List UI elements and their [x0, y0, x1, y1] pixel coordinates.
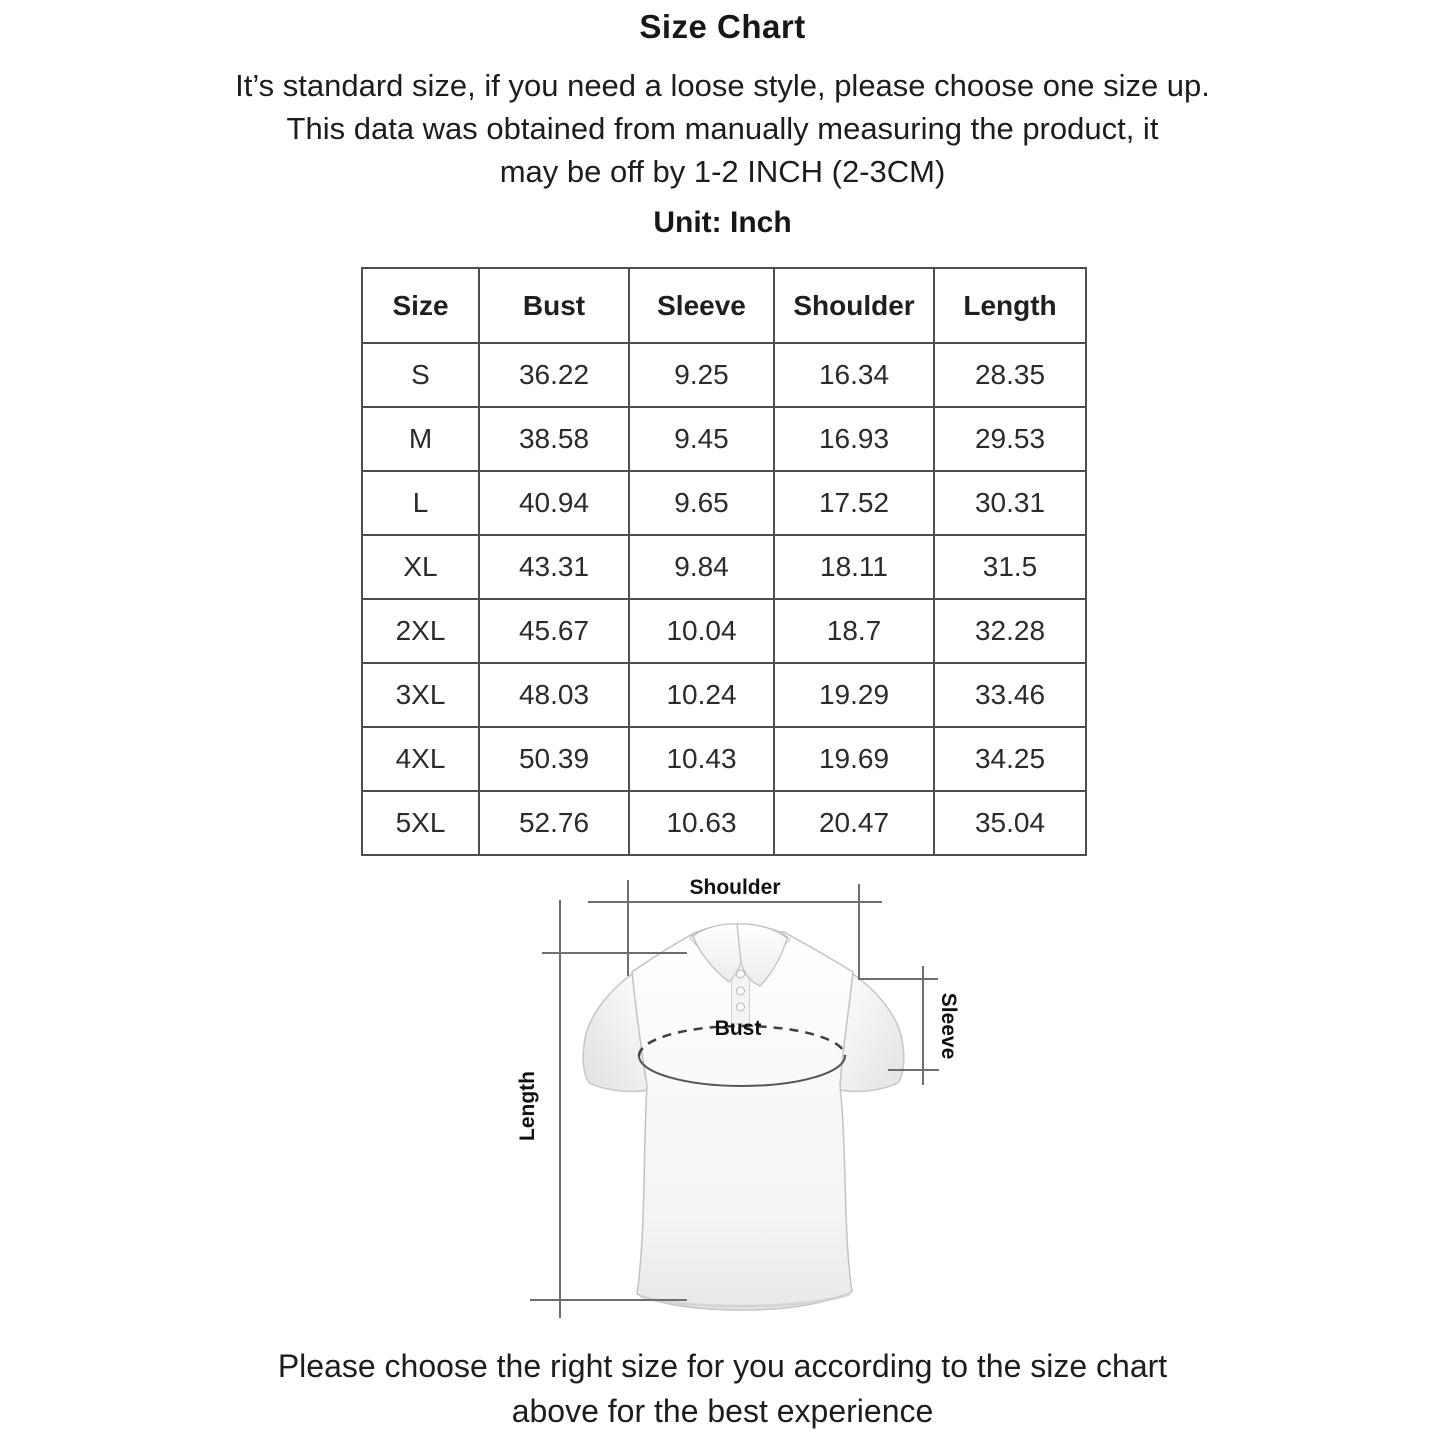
value-cell: 9.25 — [629, 343, 774, 407]
intro-line-2: This data was obtained from manually measuring the product, it — [286, 111, 1159, 146]
value-cell: 52.76 — [479, 791, 629, 855]
header-length: Length — [934, 268, 1086, 343]
value-cell: 16.34 — [774, 343, 934, 407]
size-cell: 2XL — [362, 599, 479, 663]
intro-line-3: may be off by 1-2 INCH (2-3CM) — [499, 154, 946, 189]
shoulder-label: Shoulder — [689, 876, 781, 899]
value-cell: 10.43 — [629, 727, 774, 791]
size-cell: M — [362, 407, 479, 471]
value-cell: 28.35 — [934, 343, 1086, 407]
value-cell: 18.11 — [774, 535, 934, 599]
intro-note — [0, 64, 1445, 193]
footer-note — [0, 1344, 1445, 1434]
size-cell: 3XL — [362, 663, 479, 727]
header-row — [362, 268, 1086, 343]
size-table-header — [362, 268, 1086, 343]
value-cell: 38.58 — [479, 407, 629, 471]
value-cell: 48.03 — [479, 663, 629, 727]
table-row — [362, 343, 1086, 407]
value-cell: 17.52 — [774, 471, 934, 535]
table-row — [362, 599, 1086, 663]
header-size: Size — [362, 268, 479, 343]
value-cell: 35.04 — [934, 791, 1086, 855]
value-cell: 31.5 — [934, 535, 1086, 599]
size-cell: XL — [362, 535, 479, 599]
shirt-shape — [583, 924, 904, 1310]
header-sleeve: Sleeve — [629, 268, 774, 343]
value-cell: 32.28 — [934, 599, 1086, 663]
footer-line-2: above for the best experience — [511, 1393, 934, 1429]
value-cell: 10.63 — [629, 791, 774, 855]
header-bust: Bust — [479, 268, 629, 343]
button-3 — [737, 1003, 745, 1011]
value-cell: 19.69 — [774, 727, 934, 791]
value-cell: 30.31 — [934, 471, 1086, 535]
value-cell: 34.25 — [934, 727, 1086, 791]
value-cell: 9.84 — [629, 535, 774, 599]
intro-line-1: It’s standard size, if you need a loose style, please choose one size up. — [235, 68, 1210, 103]
sleeve-label: Sleeve — [937, 992, 960, 1060]
table-row — [362, 791, 1086, 855]
length-label: Length — [516, 1071, 539, 1141]
value-cell: 33.46 — [934, 663, 1086, 727]
value-cell: 9.65 — [629, 471, 774, 535]
size-cell: 4XL — [362, 727, 479, 791]
table-row — [362, 727, 1086, 791]
unit-label: Unit: Inch — [653, 206, 792, 239]
size-cell: L — [362, 471, 479, 535]
footer-line-1: Please choose the right size for you according to the size chart — [277, 1348, 1168, 1384]
size-table-body — [362, 343, 1086, 855]
value-cell: 10.24 — [629, 663, 774, 727]
value-cell: 18.7 — [774, 599, 934, 663]
value-cell: 29.53 — [934, 407, 1086, 471]
table-row — [362, 663, 1086, 727]
value-cell: 9.45 — [629, 407, 774, 471]
value-cell: 36.22 — [479, 343, 629, 407]
page-title: Size Chart — [639, 8, 806, 45]
value-cell: 43.31 — [479, 535, 629, 599]
measurement-diagram — [490, 858, 1010, 1328]
header-shoulder: Shoulder — [774, 268, 934, 343]
table-row — [362, 407, 1086, 471]
table-row — [362, 471, 1086, 535]
value-cell: 45.67 — [479, 599, 629, 663]
button-2 — [737, 987, 745, 995]
bust-label: Bust — [714, 1017, 762, 1040]
value-cell: 40.94 — [479, 471, 629, 535]
value-cell: 19.29 — [774, 663, 934, 727]
size-cell: S — [362, 343, 479, 407]
polo-shirt-illustration — [490, 858, 1010, 1328]
value-cell: 16.93 — [774, 407, 934, 471]
size-cell: 5XL — [362, 791, 479, 855]
value-cell: 10.04 — [629, 599, 774, 663]
size-table — [361, 267, 1087, 856]
value-cell: 50.39 — [479, 727, 629, 791]
table-row — [362, 535, 1086, 599]
value-cell: 20.47 — [774, 791, 934, 855]
